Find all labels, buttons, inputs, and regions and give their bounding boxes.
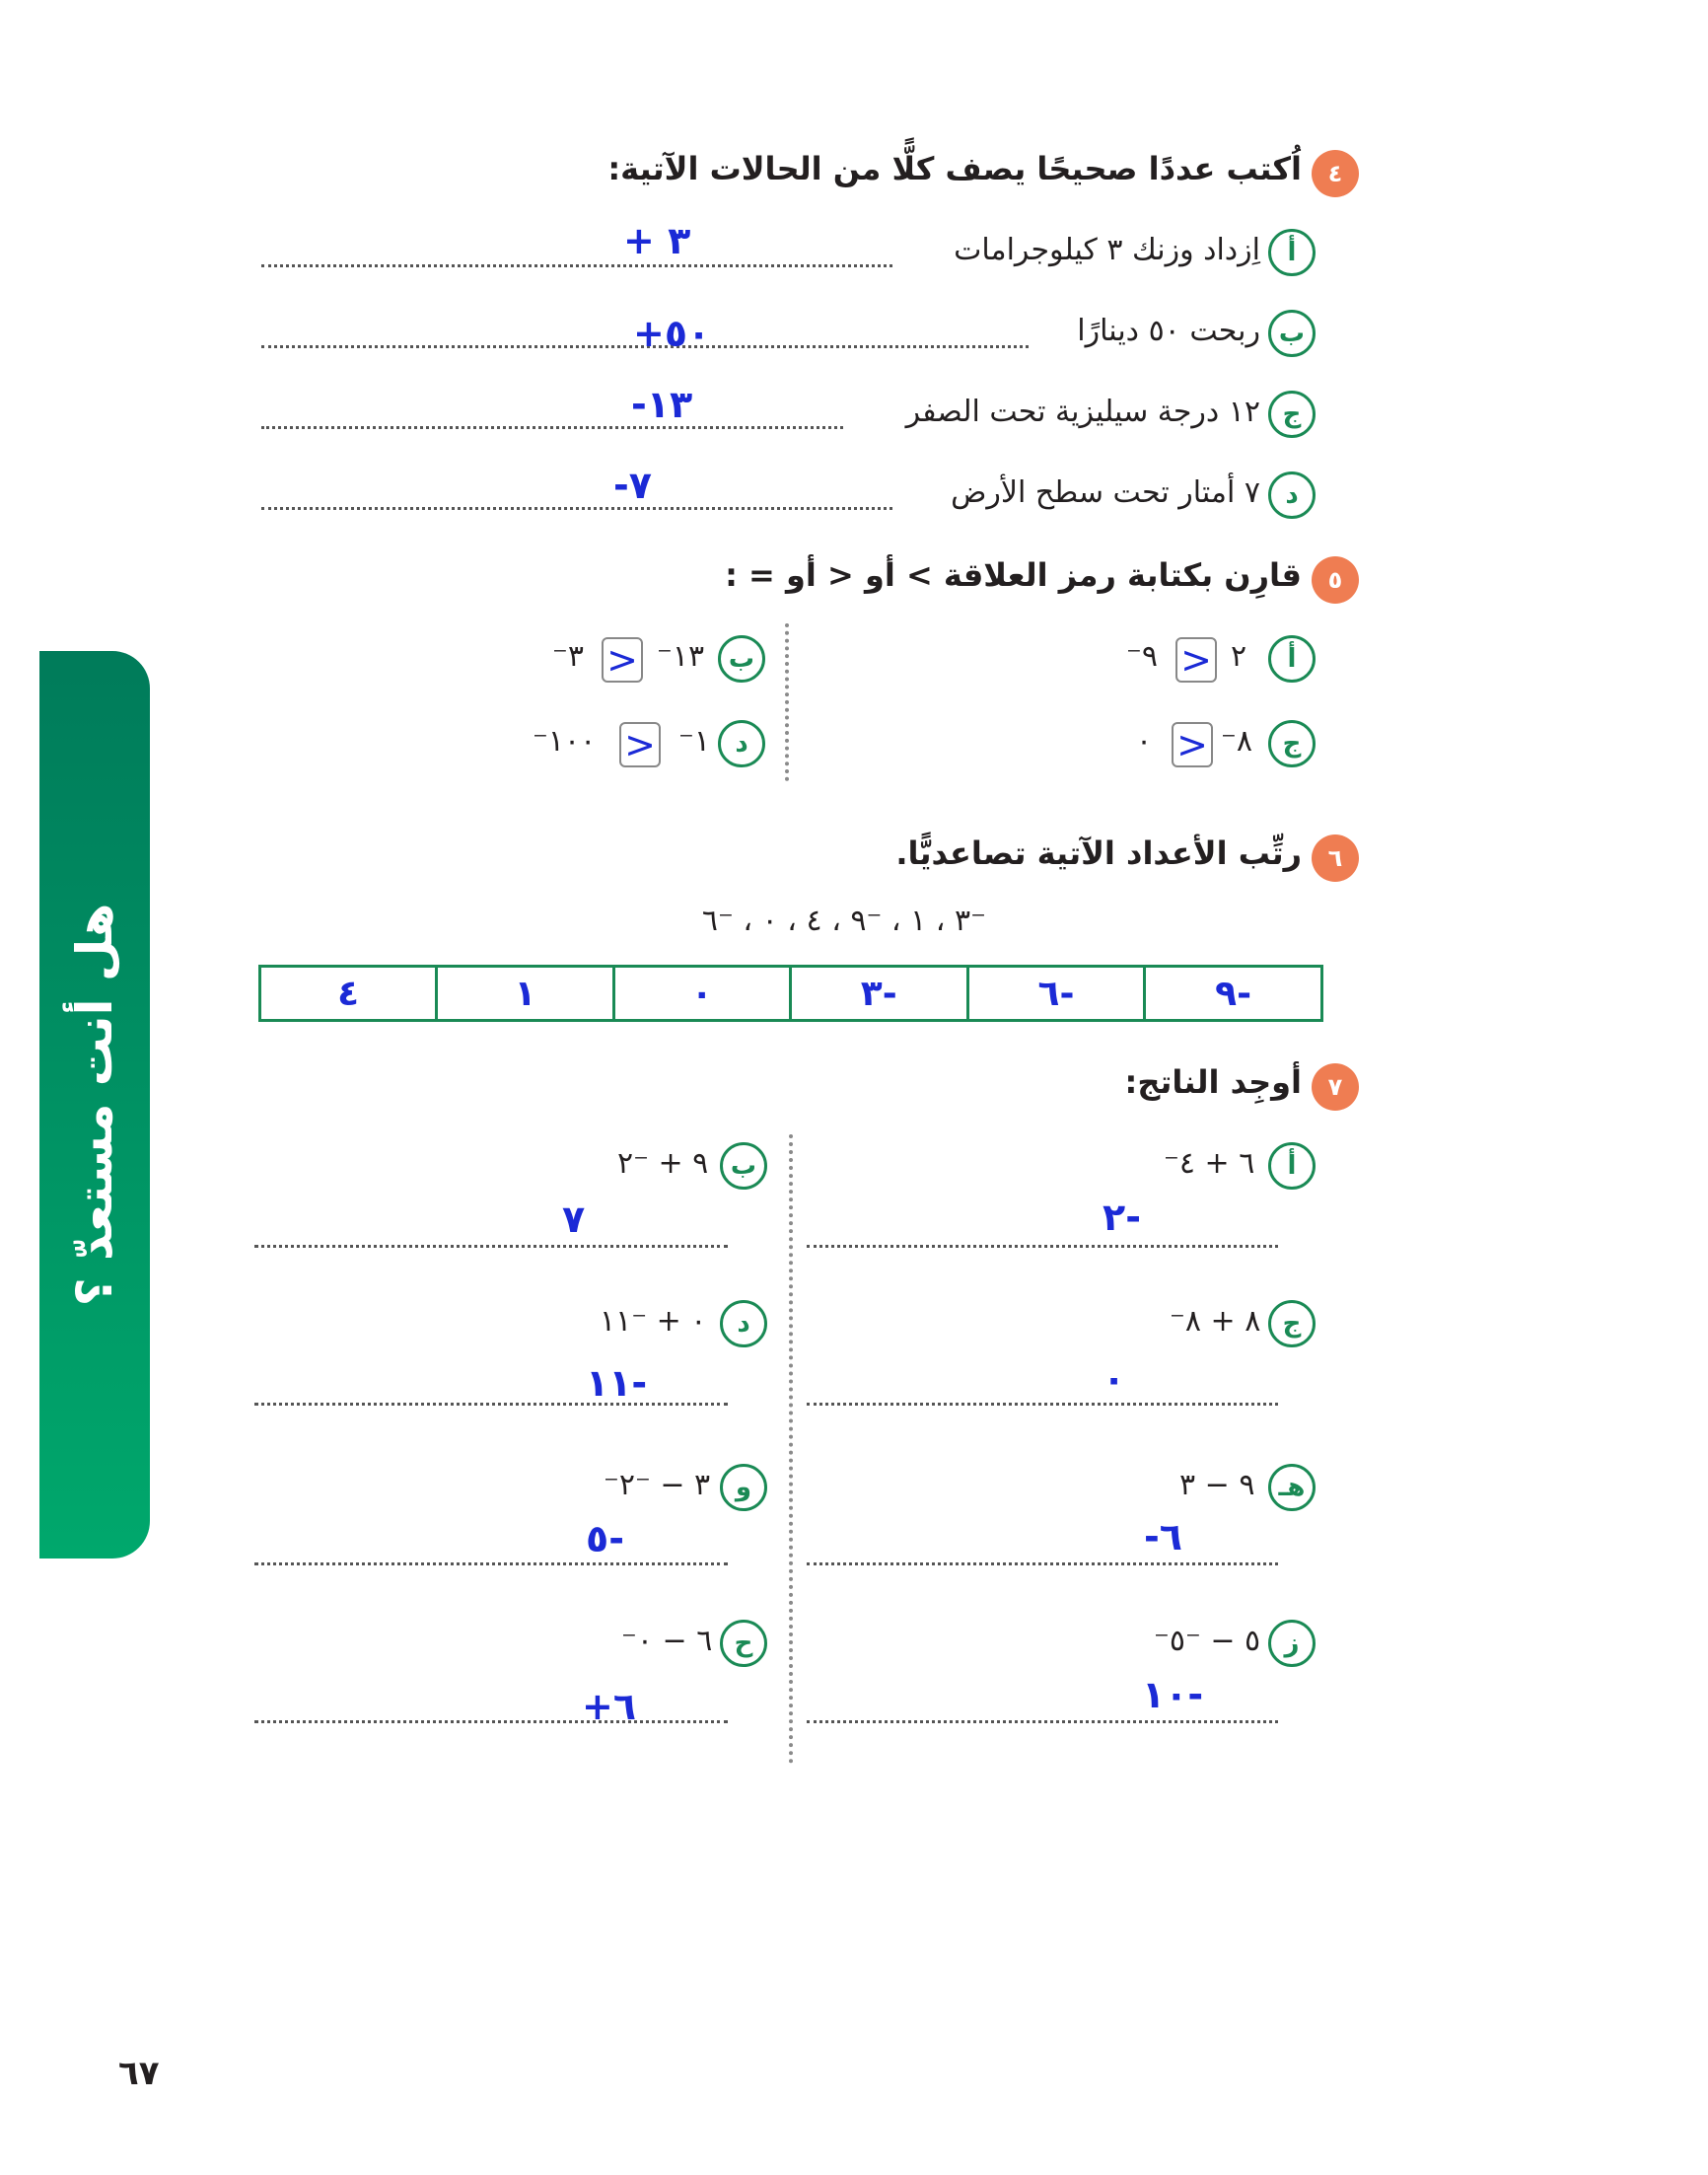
q7a-expr: ⁻٦ + ٤ bbox=[1164, 1146, 1255, 1181]
q7g-answer-line bbox=[807, 1720, 1278, 1723]
q6-answer-cell[interactable]: ٣- bbox=[790, 967, 967, 1021]
q5b-left: ⁻١٣ bbox=[657, 639, 705, 674]
q4a-text: اِزداد وزنك ٣ كيلوجرامات bbox=[954, 233, 1260, 267]
q5b-label: ب bbox=[718, 635, 765, 683]
q4d-label: د bbox=[1268, 471, 1316, 519]
q7b-answer-line bbox=[254, 1245, 728, 1248]
question-6-title: رتِّب الأعداد الآتية تصاعديًّا. bbox=[895, 834, 1302, 872]
q4c-answer: -١٣ bbox=[631, 383, 693, 426]
q7h-label: ح bbox=[720, 1620, 767, 1667]
q5c-left: ⁻٨ bbox=[1221, 724, 1252, 759]
page-number: ٦٧ bbox=[118, 2054, 160, 2093]
q7a-label: أ bbox=[1268, 1142, 1316, 1190]
question-5-number: ٥ bbox=[1312, 556, 1359, 604]
q7f-label: و bbox=[720, 1464, 767, 1511]
q6-answer-cell[interactable]: ٦- bbox=[967, 967, 1145, 1021]
q4a-label: أ bbox=[1268, 229, 1316, 276]
q4b-answer: +٥٠ bbox=[633, 312, 711, 355]
q7f-answer: ٥- bbox=[586, 1517, 624, 1560]
q6-answer-cell[interactable]: ٠ bbox=[613, 967, 790, 1021]
question-7-title: أوجِد الناتج: bbox=[1124, 1063, 1302, 1101]
q7c-answer-line bbox=[807, 1403, 1278, 1406]
question-6-number: ٦ bbox=[1312, 834, 1359, 882]
q4c-answer-line bbox=[261, 426, 843, 429]
q7a-answer: ٢- bbox=[1103, 1196, 1141, 1239]
q7d-expr: ٠ + ⁻١١ bbox=[600, 1304, 707, 1339]
q7g-label: ز bbox=[1268, 1620, 1316, 1667]
q7c-label: ج bbox=[1268, 1300, 1316, 1347]
q5c-right: ٠ bbox=[1136, 724, 1153, 759]
q7h-expr: ⁻٦ − ٠ bbox=[621, 1624, 713, 1658]
q5c-label: ج bbox=[1268, 720, 1316, 767]
q7a-answer-line bbox=[807, 1245, 1278, 1248]
question-4-number: ٤ bbox=[1312, 150, 1359, 197]
q5-separator bbox=[785, 623, 789, 781]
q6-answer-cell[interactable]: ٩- bbox=[1145, 967, 1322, 1021]
question-5-title: قارِن بكتابة رمز العلاقة > أو < أو = : bbox=[725, 556, 1302, 594]
q7d-answer: ١١- bbox=[586, 1361, 648, 1405]
q5d-symbol[interactable]: > bbox=[619, 722, 661, 767]
q6-numbers: ⁻٣ ، ١ ، ⁻٩ ، ٤ ، ٠ ، ⁻٦ bbox=[701, 904, 986, 938]
q5a-right: ⁻٩ bbox=[1126, 639, 1158, 674]
q7f-expr: ⁻٣ − ⁻٢ bbox=[604, 1468, 711, 1502]
q7h-answer-line bbox=[254, 1720, 728, 1723]
q7e-expr: ٩ − ٣ bbox=[1179, 1468, 1255, 1502]
q4b-text: ربحت ٥٠ دينارًا bbox=[1077, 314, 1260, 348]
q4d-answer: -٧ bbox=[613, 464, 652, 507]
question-4-title: اُكتب عددًا صحيحًا يصف كلًّا من الحالات الآتية: bbox=[607, 150, 1302, 187]
q7b-expr: ٩ + ⁻٢ bbox=[617, 1146, 709, 1181]
q5d-left: ⁻١ bbox=[678, 724, 710, 759]
q7b-label: ب bbox=[720, 1142, 767, 1190]
q5a-left: ٢ bbox=[1231, 639, 1247, 674]
q5c-symbol[interactable]: > bbox=[1172, 722, 1213, 767]
q7d-label: د bbox=[720, 1300, 767, 1347]
q5a-symbol[interactable]: > bbox=[1175, 637, 1217, 683]
q4c-label: ج bbox=[1268, 391, 1316, 438]
q4a-answer-line bbox=[261, 264, 892, 267]
sidebar-title: هل أنت مستعدّ ؟ bbox=[66, 903, 123, 1307]
q7c-answer: ٠ bbox=[1103, 1357, 1126, 1401]
q7h-answer: +٦ bbox=[582, 1685, 637, 1728]
q5d-label: د bbox=[718, 720, 765, 767]
q7d-answer-line bbox=[254, 1403, 728, 1406]
q7-separator bbox=[789, 1134, 793, 1764]
q4c-text: ١٢ درجة سيليزية تحت الصفر bbox=[905, 395, 1260, 429]
q4a-answer: + ٣ bbox=[623, 219, 691, 262]
q7g-answer: ١٠- bbox=[1142, 1673, 1204, 1716]
q7e-answer: -٦ bbox=[1144, 1515, 1182, 1559]
q4d-text: ٧ أمتار تحت سطح الأرض bbox=[951, 475, 1260, 510]
q6-answer-cell[interactable]: ٤ bbox=[260, 967, 437, 1021]
q6-answer-table bbox=[258, 965, 1323, 1022]
q7b-answer: ٧ bbox=[562, 1197, 586, 1241]
q5d-right: ⁻١٠٠ bbox=[533, 724, 597, 759]
q5b-right: ⁻٣ bbox=[552, 639, 584, 674]
q5a-label: أ bbox=[1268, 635, 1316, 683]
q7c-expr: ⁻٨ + ٨ bbox=[1170, 1304, 1261, 1339]
q7e-answer-line bbox=[807, 1562, 1278, 1565]
q5b-symbol[interactable]: > bbox=[602, 637, 643, 683]
q7g-expr: ⁻٥ − ⁻٥ bbox=[1154, 1624, 1261, 1658]
question-7-number: ٧ bbox=[1312, 1063, 1359, 1111]
q4b-label: ب bbox=[1268, 310, 1316, 357]
q6-answer-cell[interactable]: ١ bbox=[437, 967, 613, 1021]
q4d-answer-line bbox=[261, 507, 892, 510]
q7e-label: هـ bbox=[1268, 1464, 1316, 1511]
q7f-answer-line bbox=[254, 1562, 728, 1565]
